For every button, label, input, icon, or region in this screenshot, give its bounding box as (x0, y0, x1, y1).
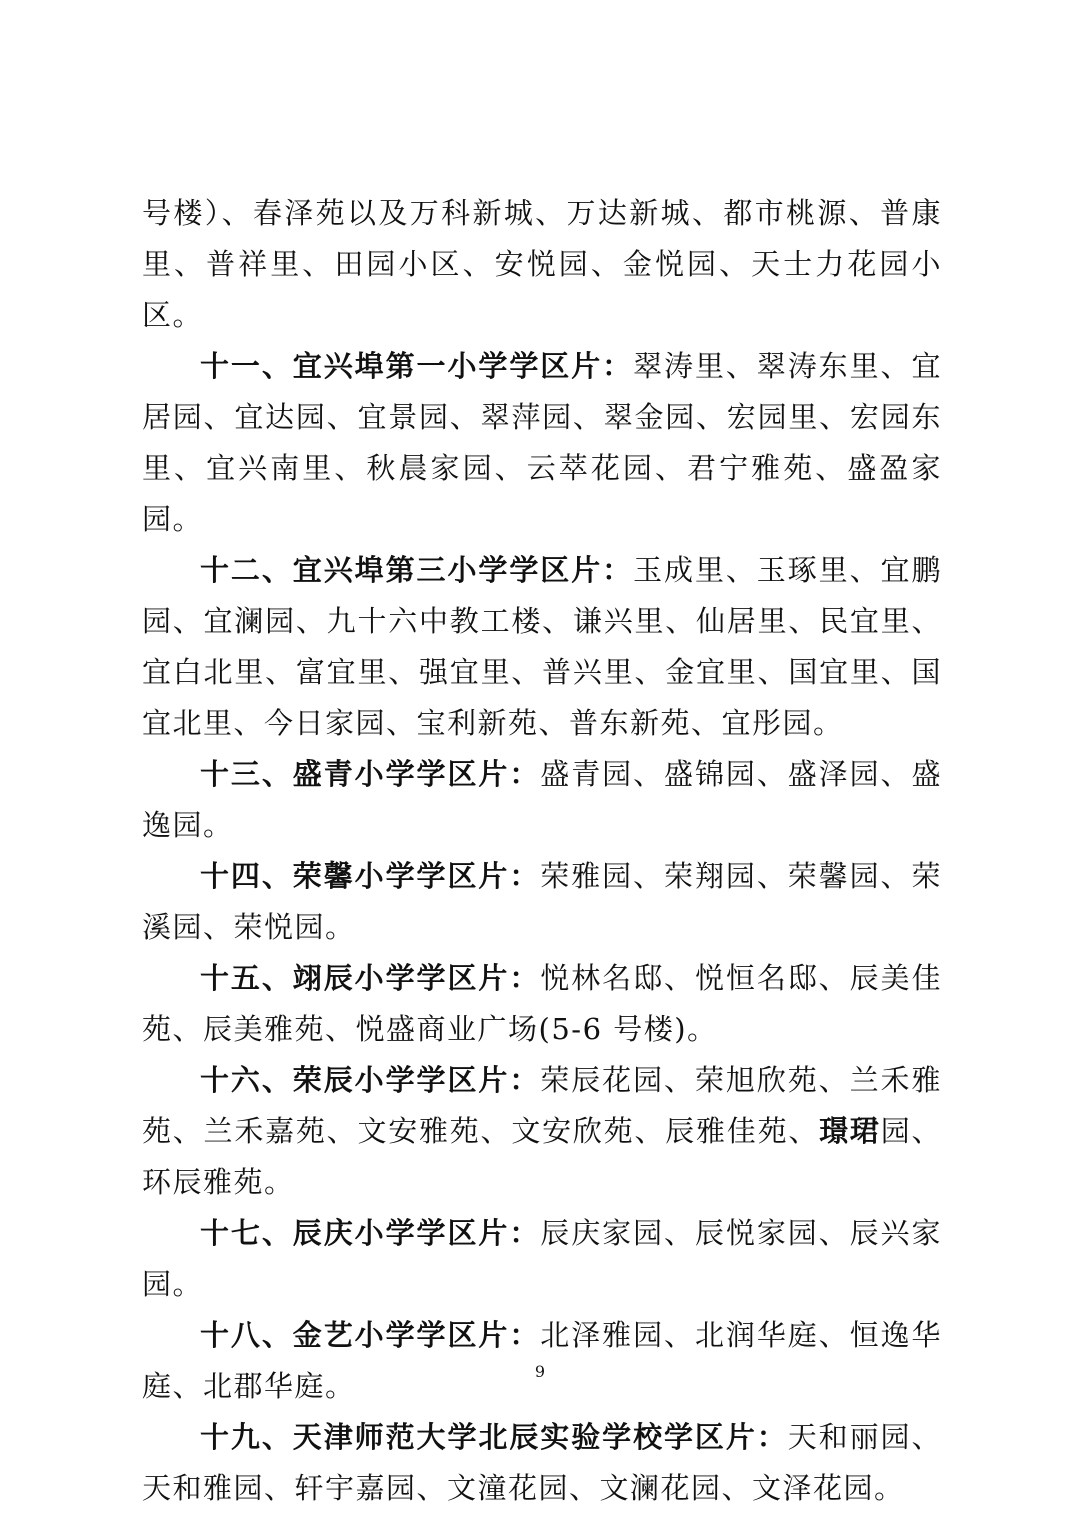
district-communities-part-2: 园、环辰雅苑。 (142, 1114, 942, 1199)
district-communities: 辰庆家园、辰悦家园、辰兴家园。 (142, 1216, 942, 1301)
district-heading: 十四、荣馨小学学区片： (200, 859, 541, 893)
district-communities: 北泽雅园、北润华庭、恒逸华庭、北郡华庭。 (142, 1318, 942, 1403)
paragraph-district-18 (142, 1310, 942, 1412)
district-heading: 十六、荣辰小学学区片： (200, 1063, 541, 1097)
district-communities: 悦林名邸、悦恒名邸、辰美佳苑、辰美雅苑、悦盛商业广场(5-6 号楼)。 (142, 961, 942, 1046)
district-heading: 十五、翊辰小学学区片： (200, 961, 541, 995)
paragraph-district-16 (142, 1055, 942, 1208)
paragraph-text: 号楼）、春泽苑以及万科新城、万达新城、都市桃源、普康里、普祥里、田园小区、安悦园、金悦园、天士力花园小区。 (142, 196, 942, 332)
district-communities: 玉成里、玉琢里、宜鹏园、宜澜园、九十六中教工楼、谦兴里、仙居里、民宜里、宜白北里、富宜里、强宜里、普兴里、金宜里、国宜里、国宜北里、今日家园、宝利新苑、普东新苑、宜彤园。 (142, 553, 942, 740)
district-communities: 荣雅园、荣翔园、荣馨园、荣溪园、荣悦园。 (142, 859, 942, 944)
district-heading: 十八、金艺小学学区片： (200, 1318, 541, 1352)
district-communities: 天和丽园、天和雅园、轩宇嘉园、文潼花园、文澜花园、文泽花园。 (142, 1420, 942, 1505)
district-heading: 十二、宜兴埠第三小学学区片： (200, 553, 634, 587)
paragraph-district-14 (142, 851, 942, 953)
paragraph-district-12 (142, 545, 942, 749)
paragraph-district-11 (142, 341, 942, 545)
paragraph-continuation (142, 188, 942, 341)
paragraph-district-15 (142, 953, 942, 1055)
district-communities: 盛青园、盛锦园、盛泽园、盛逸园。 (142, 757, 942, 842)
document-body (142, 188, 942, 1514)
page-number: 9 (534, 1362, 546, 1381)
paragraph-district-13 (142, 749, 942, 851)
paragraph-district-19 (142, 1412, 942, 1514)
paragraph-district-17 (142, 1208, 942, 1310)
district-heading: 十九、天津师范大学北辰实验学校学区片： (200, 1420, 788, 1454)
district-communities-part-1: 荣辰花园、荣旭欣苑、兰禾雅苑、兰禾嘉苑、文安雅苑、文安欣苑、辰雅佳苑、 (142, 1063, 942, 1148)
district-heading: 十三、盛青小学学区片： (200, 757, 541, 791)
district-communities-emphasis: 璟珺 (819, 1114, 881, 1148)
district-heading: 十一、宜兴埠第一小学学区片： (200, 349, 634, 383)
district-communities: 翠涛里、翠涛东里、宜居园、宜达园、宜景园、翠萍园、翠金园、宏园里、宏园东里、宜兴南里、秋晨家园、云萃花园、君宁雅苑、盛盈家园。 (142, 349, 942, 536)
district-heading: 十七、辰庆小学学区片： (200, 1216, 541, 1250)
